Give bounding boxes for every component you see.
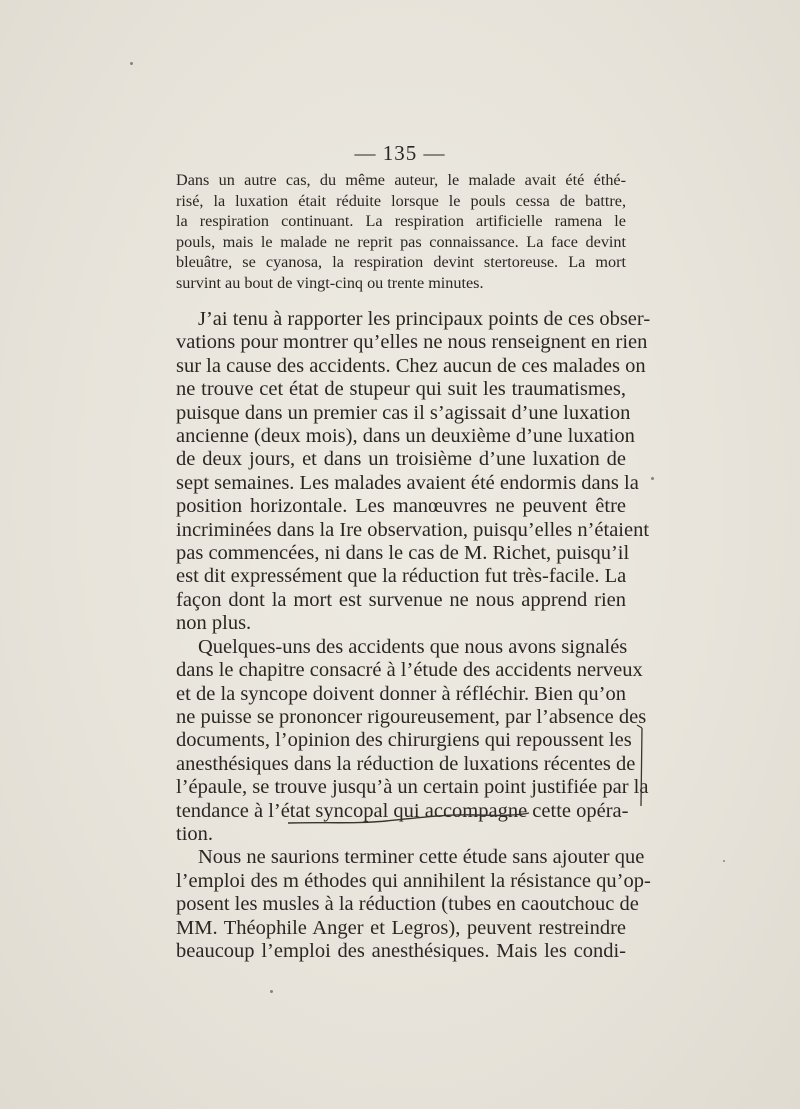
text-line: de deux jours, et dans un troisième d’une luxation de (176, 448, 626, 471)
text-line: pas commencées, ni dans le cas de M. Richet, puisqu’il (176, 542, 630, 565)
text-line: posent les musles à la réduction (tubes en caoutchouc de (176, 893, 639, 916)
paper-speck (270, 990, 273, 993)
text-line: anesthésiques dans la réduction de luxations récentes de (176, 752, 636, 775)
text-line: survint au bout de vingt-cinq ou trente minutes. (176, 273, 484, 292)
text-line: vations pour montrer qu’elles ne nous renseignent en rien (176, 331, 648, 354)
text-line: beaucoup l’emploi des anesthésiques. Mais les condi- (176, 939, 626, 962)
text-line: ne trouve cet état de stupeur qui suit les traumatismes, (176, 378, 626, 401)
text-line: Quelques-uns des accidents que nous avons signalés (198, 635, 628, 658)
text-line: sur la cause des accidents. Chez aucun de ces malades on (176, 354, 646, 377)
text-line: Nous ne saurions terminer cette étude sans ajouter que (198, 846, 645, 869)
text-line: puisque dans un premier cas il s’agissait d’une luxation (176, 401, 631, 424)
text-line: Dans un autre cas, du même auteur, le malade avait été éthé- (176, 171, 626, 189)
page-number: — 135 — (354, 141, 446, 165)
margin-bracket-mark (635, 722, 647, 808)
text-line: dans le chapitre consacré à l’étude des accidents nerveux (176, 659, 643, 682)
text-line: non plus. (176, 612, 252, 635)
text-line: sept semaines. Les malades avaient été endormis dans la (176, 471, 639, 494)
text-line: bleuâtre, se cyanosa, la respiration devint stertoreuse. La mort (176, 253, 626, 272)
text-line: incriminées dans la Ire observation, puisqu’elles n’étaient (176, 518, 650, 541)
text-line: est dit expressément que la réduction fut très-facile. La (176, 565, 627, 588)
text-line: la respiration continuant. La respiration artificielle ramena le (176, 212, 626, 231)
text-line: pouls, mais le malade ne reprit pas connaissance. La face devint (176, 232, 626, 251)
text-line: J’ai tenu à rapporter les principaux points de ces obser- (198, 308, 651, 330)
text-line: documents, l’opinion des chirurgiens qui repoussent les (176, 729, 632, 752)
text-line: risé, la luxation était réduite lorsque le pouls cessa de battre, (176, 191, 626, 210)
quoted-observation-paragraph (176, 170, 626, 294)
text-line: MM. Théophile Anger et Legros), peuvent restreindre (176, 916, 626, 939)
text-line: ancienne (deux mois), dans un deuxième d’une luxation (176, 425, 635, 448)
handwritten-underline (286, 811, 531, 827)
text-line: façon dont la mort est survenue ne nous apprend rien (176, 588, 626, 611)
paper-speck (723, 860, 725, 862)
main-text (176, 308, 651, 963)
paper-speck (130, 62, 133, 65)
text-line: position horizontale. Les manœuvres ne peuvent être (176, 495, 626, 518)
text-line: tendance à l’état syncopal qui accompagne cette opéra- (176, 799, 629, 822)
text-line: l’emploi des m éthodes qui annihilent la résistance qu’op- (176, 869, 651, 892)
text-line: tion. (176, 822, 214, 845)
paper-speck (651, 477, 654, 480)
text-line: et de la syncope doivent donner à réfléchir. Bien qu’on (176, 682, 626, 705)
text-line: ne puisse se prononcer rigoureusement, par l’absence des (176, 705, 647, 728)
text-line: l’épaule, se trouve jusqu’à un certain point justifiée par la (176, 776, 649, 799)
